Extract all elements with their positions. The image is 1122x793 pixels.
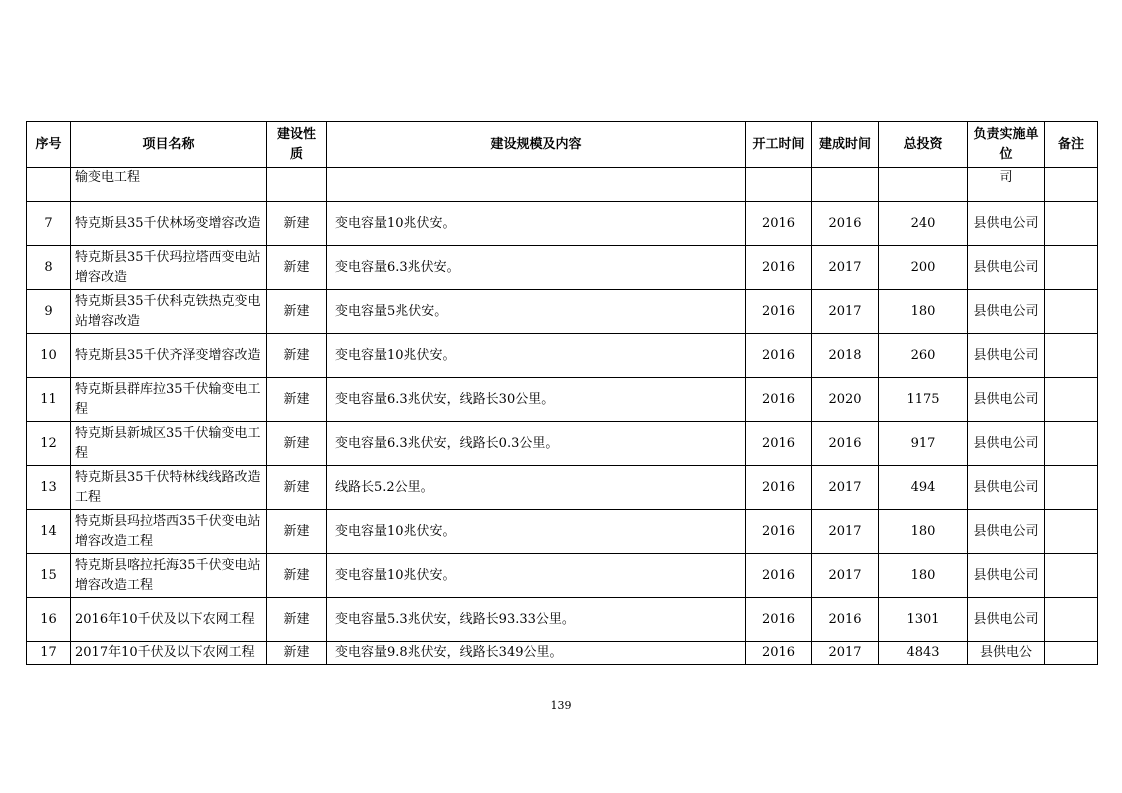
cell-start [746, 168, 812, 202]
header-unit: 负责实施单位 [968, 122, 1045, 168]
cell-no: 9 [27, 290, 71, 334]
cell-remark [1045, 510, 1098, 554]
header-remark: 备注 [1045, 122, 1098, 168]
cell-remark [1045, 554, 1098, 598]
cell-unit: 县供电公司 [968, 246, 1045, 290]
cell-remark [1045, 422, 1098, 466]
cell-name: 特克斯县35千伏科克铁热克变电站增容改造 [71, 290, 267, 334]
cell-unit: 县供电公司 [968, 422, 1045, 466]
cell-scope: 变电容量10兆伏安。 [327, 510, 746, 554]
cell-end: 2016 [812, 202, 879, 246]
cell-scope: 变电容量5兆伏安。 [327, 290, 746, 334]
cell-start: 2016 [746, 202, 812, 246]
cell-no: 16 [27, 598, 71, 642]
cell-investment: 180 [879, 510, 968, 554]
cell-start: 2016 [746, 290, 812, 334]
table-row [27, 422, 1098, 466]
cell-scope: 变电容量9.8兆伏安，线路长349公里。 [327, 642, 746, 665]
cell-no: 14 [27, 510, 71, 554]
cell-no: 10 [27, 334, 71, 378]
cell-end [812, 168, 879, 202]
cell-name: 2017年10千伏及以下农网工程 [71, 642, 267, 665]
table-row [27, 246, 1098, 290]
cell-nature: 新建 [267, 290, 327, 334]
cell-end: 2017 [812, 642, 879, 665]
cell-end: 2017 [812, 246, 879, 290]
cell-start: 2016 [746, 642, 812, 665]
cell-name: 特克斯县35千伏齐泽变增容改造 [71, 334, 267, 378]
cell-investment: 240 [879, 202, 968, 246]
cell-remark [1045, 246, 1098, 290]
cell-start: 2016 [746, 466, 812, 510]
cell-end: 2017 [812, 290, 879, 334]
cell-end: 2017 [812, 554, 879, 598]
cell-name: 特克斯县35千伏特林线线路改造工程 [71, 466, 267, 510]
header-investment: 总投资 [879, 122, 968, 168]
cell-scope: 变电容量10兆伏安。 [327, 202, 746, 246]
cell-remark [1045, 598, 1098, 642]
cell-no: 7 [27, 202, 71, 246]
cell-unit: 县供电公司 [968, 334, 1045, 378]
header-scope: 建设规模及内容 [327, 122, 746, 168]
header-row [27, 122, 1098, 168]
cell-investment: 4843 [879, 642, 968, 665]
header-name: 项目名称 [71, 122, 267, 168]
cell-end: 2017 [812, 510, 879, 554]
cell-nature: 新建 [267, 334, 327, 378]
table-row [27, 466, 1098, 510]
header-start: 开工时间 [746, 122, 812, 168]
cell-remark [1045, 168, 1098, 202]
cell-unit: 县供电公司 [968, 466, 1045, 510]
cell-end: 2016 [812, 598, 879, 642]
cell-name: 特克斯县35千伏林场变增容改造 [71, 202, 267, 246]
cell-name: 特克斯县35千伏玛拉塔西变电站增容改造 [71, 246, 267, 290]
cell-start: 2016 [746, 554, 812, 598]
cell-scope: 变电容量5.3兆伏安，线路长93.33公里。 [327, 598, 746, 642]
cell-investment: 180 [879, 554, 968, 598]
cell-nature: 新建 [267, 202, 327, 246]
cell-start: 2016 [746, 422, 812, 466]
cell-unit: 县供电公 [968, 642, 1045, 665]
cell-nature: 新建 [267, 246, 327, 290]
cell-remark [1045, 290, 1098, 334]
cell-nature: 新建 [267, 642, 327, 665]
cell-nature [267, 168, 327, 202]
cell-scope: 变电容量10兆伏安。 [327, 554, 746, 598]
cell-nature: 新建 [267, 598, 327, 642]
cell-scope: 变电容量6.3兆伏安。 [327, 246, 746, 290]
cell-nature: 新建 [267, 466, 327, 510]
cell-unit: 司 [968, 168, 1045, 202]
table-row [27, 290, 1098, 334]
cell-name: 输变电工程 [71, 168, 267, 202]
cell-nature: 新建 [267, 422, 327, 466]
header-no: 序号 [27, 122, 71, 168]
cell-name: 特克斯县群库拉35千伏输变电工程 [71, 378, 267, 422]
table-row [27, 202, 1098, 246]
header-nature: 建设性质 [267, 122, 327, 168]
table-row [27, 378, 1098, 422]
cell-end: 2017 [812, 466, 879, 510]
cell-remark [1045, 642, 1098, 665]
table-row [27, 510, 1098, 554]
cell-investment: 260 [879, 334, 968, 378]
cell-no: 8 [27, 246, 71, 290]
cell-investment: 494 [879, 466, 968, 510]
project-table [26, 121, 1098, 665]
cell-scope: 线路长5.2公里。 [327, 466, 746, 510]
cell-unit: 县供电公司 [968, 202, 1045, 246]
cell-start: 2016 [746, 378, 812, 422]
cell-start: 2016 [746, 598, 812, 642]
cell-end: 2016 [812, 422, 879, 466]
cell-no: 17 [27, 642, 71, 665]
cell-remark [1045, 334, 1098, 378]
cell-remark [1045, 378, 1098, 422]
cell-name: 特克斯县喀拉托海35千伏变电站增容改造工程 [71, 554, 267, 598]
cell-investment: 1175 [879, 378, 968, 422]
cell-nature: 新建 [267, 554, 327, 598]
cell-name: 2016年10千伏及以下农网工程 [71, 598, 267, 642]
cell-start: 2016 [746, 334, 812, 378]
cell-nature: 新建 [267, 510, 327, 554]
page-number: 139 [550, 699, 572, 712]
cell-investment: 200 [879, 246, 968, 290]
cell-unit: 县供电公司 [968, 290, 1045, 334]
cell-name: 特克斯县新城区35千伏输变电工程 [71, 422, 267, 466]
cell-investment: 180 [879, 290, 968, 334]
cell-end: 2020 [812, 378, 879, 422]
cell-start: 2016 [746, 246, 812, 290]
cell-remark [1045, 466, 1098, 510]
table-row [27, 598, 1098, 642]
cell-unit: 县供电公司 [968, 510, 1045, 554]
header-end: 建成时间 [812, 122, 879, 168]
cell-end: 2018 [812, 334, 879, 378]
cell-unit: 县供电公司 [968, 378, 1045, 422]
table-row [27, 334, 1098, 378]
cell-nature: 新建 [267, 378, 327, 422]
table-row [27, 642, 1098, 665]
cell-investment: 1301 [879, 598, 968, 642]
cell-start: 2016 [746, 510, 812, 554]
cell-unit: 县供电公司 [968, 554, 1045, 598]
cell-no: 12 [27, 422, 71, 466]
table-row [27, 554, 1098, 598]
cell-investment: 917 [879, 422, 968, 466]
cell-no: 13 [27, 466, 71, 510]
cell-no [27, 168, 71, 202]
cell-name: 特克斯县玛拉塔西35千伏变电站增容改造工程 [71, 510, 267, 554]
cell-remark [1045, 202, 1098, 246]
cell-unit: 县供电公司 [968, 598, 1045, 642]
table-row-continuation [27, 168, 1098, 202]
cell-scope [327, 168, 746, 202]
cell-investment [879, 168, 968, 202]
cell-no: 15 [27, 554, 71, 598]
cell-scope: 变电容量6.3兆伏安，线路长0.3公里。 [327, 422, 746, 466]
cell-no: 11 [27, 378, 71, 422]
cell-scope: 变电容量6.3兆伏安，线路长30公里。 [327, 378, 746, 422]
cell-scope: 变电容量10兆伏安。 [327, 334, 746, 378]
